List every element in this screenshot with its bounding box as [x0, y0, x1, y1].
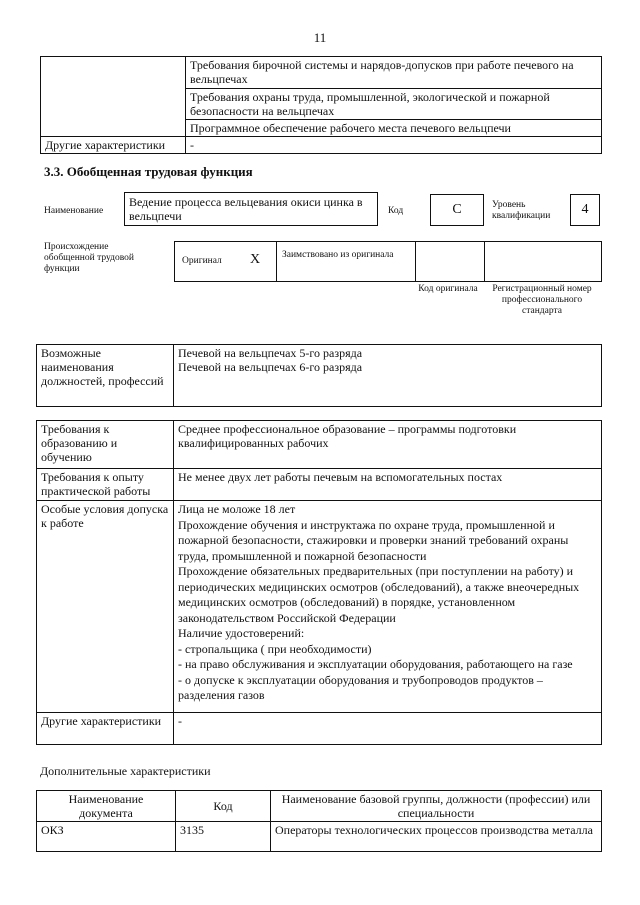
top-table-row: Требования бирочной системы и нарядов-допусков при работе печевого на вельцпечах [186, 57, 602, 89]
condition-item: Прохождение обязательных предварительных (при поступлении на работу) и периодических медицинских осмотров (обследований), а также внеочередных медицинских осмотров (обследований) в порядке, установленном законодательством Российской Федерации [178, 564, 580, 625]
position-item: Печевой на вельцпечах 5-го разряда [178, 346, 363, 360]
additional-table [36, 790, 602, 852]
code-original-caption: Код оригинала [418, 284, 478, 294]
section-title: 3.3. Обобщенная трудовая функция [44, 164, 253, 179]
condition-item: Прохождение обучения и инструктажа по охране труда, промышленной и пожарной безопасности, стажировки и проверки знаний требований охраны труда, промышленной и пожарной безопасности [178, 517, 569, 563]
page-number: 11 [313, 30, 327, 45]
top-table-row: Программное обеспечение рабочего места печевого вельцпечи [186, 120, 602, 137]
additional-cell-name: Операторы технологических процессов производства металла [271, 822, 602, 852]
education-value: Среднее профессиональное образование – программы подготовки квалифицированных рабочих [174, 421, 602, 469]
top-table [40, 56, 602, 154]
education-label: Требования к образованию и обучению [37, 421, 174, 469]
original-mark: X [250, 252, 261, 267]
additional-title: Дополнительные характеристики [40, 764, 211, 778]
top-table-empty-cell [41, 57, 186, 137]
origin-divider-1 [276, 241, 277, 282]
requirements-table [36, 420, 602, 745]
top-table-other-label: Другие характеристики [41, 137, 186, 154]
conditions-label: Особые условия допуска к работе [37, 501, 174, 713]
additional-header-doc: Наименование документа [37, 791, 176, 822]
additional-cell-code: 3135 [176, 822, 271, 852]
origin-divider-2 [415, 241, 416, 282]
positions-values [174, 345, 602, 407]
experience-label: Требования к опыту практической работы [37, 469, 174, 501]
additional-cell-doc: ОКЗ [37, 822, 176, 852]
positions-label: Возможные наименования должностей, профессий [37, 345, 174, 407]
level-value: 4 [581, 202, 589, 217]
origin-box [174, 241, 602, 282]
code-box [430, 194, 484, 226]
origin-divider-3 [484, 241, 485, 282]
borrowed-label: Заимствовано из оригинала [282, 250, 394, 260]
level-box [570, 194, 600, 226]
condition-item: - на право обслуживания и эксплуатации оборудования, работающего на газе [178, 657, 573, 671]
req-other-label: Другие характеристики [37, 713, 174, 745]
code-value: C [452, 202, 462, 217]
condition-item: - стропальщика ( при необходимости) [178, 641, 372, 656]
positions-table [36, 344, 602, 407]
conditions-values [174, 501, 602, 713]
condition-item: Наличие удостоверений: [178, 626, 305, 640]
experience-value: Не менее двух лет работы печевым на вспомогательных постах [174, 469, 602, 501]
reg-number-caption: Регистрационный номер профессионального стандарта [492, 284, 592, 316]
function-name-box [124, 192, 378, 226]
additional-header-code: Код [176, 791, 271, 822]
name-label: Наименование [44, 206, 104, 216]
position-item: Печевой на вельцпечах 6-го разряда [178, 360, 363, 374]
req-other-value: - [174, 713, 602, 745]
function-name-value: Ведение процесса вельцевания окиси цинка в вельцпечи [129, 195, 363, 223]
top-table-other-value: - [186, 137, 602, 154]
top-table-row: Требования охраны труда, промышленной, экологической и пожарной безопасности на вельцпечах [186, 89, 602, 120]
code-label: Код [388, 206, 404, 216]
additional-header-name: Наименование базовой группы, должности (профессии) или специальности [271, 791, 602, 822]
original-label: Оригинал [182, 256, 222, 266]
level-label: Уровень квалификации [492, 200, 551, 221]
origin-label: Происхождение обобщенной трудовой функции [44, 242, 134, 274]
condition-item: - о допуске к эксплуатации оборудования и трубопроводов продуктов – разделения газов [178, 672, 543, 702]
condition-item: Лица не моложе 18 лет [178, 502, 296, 516]
